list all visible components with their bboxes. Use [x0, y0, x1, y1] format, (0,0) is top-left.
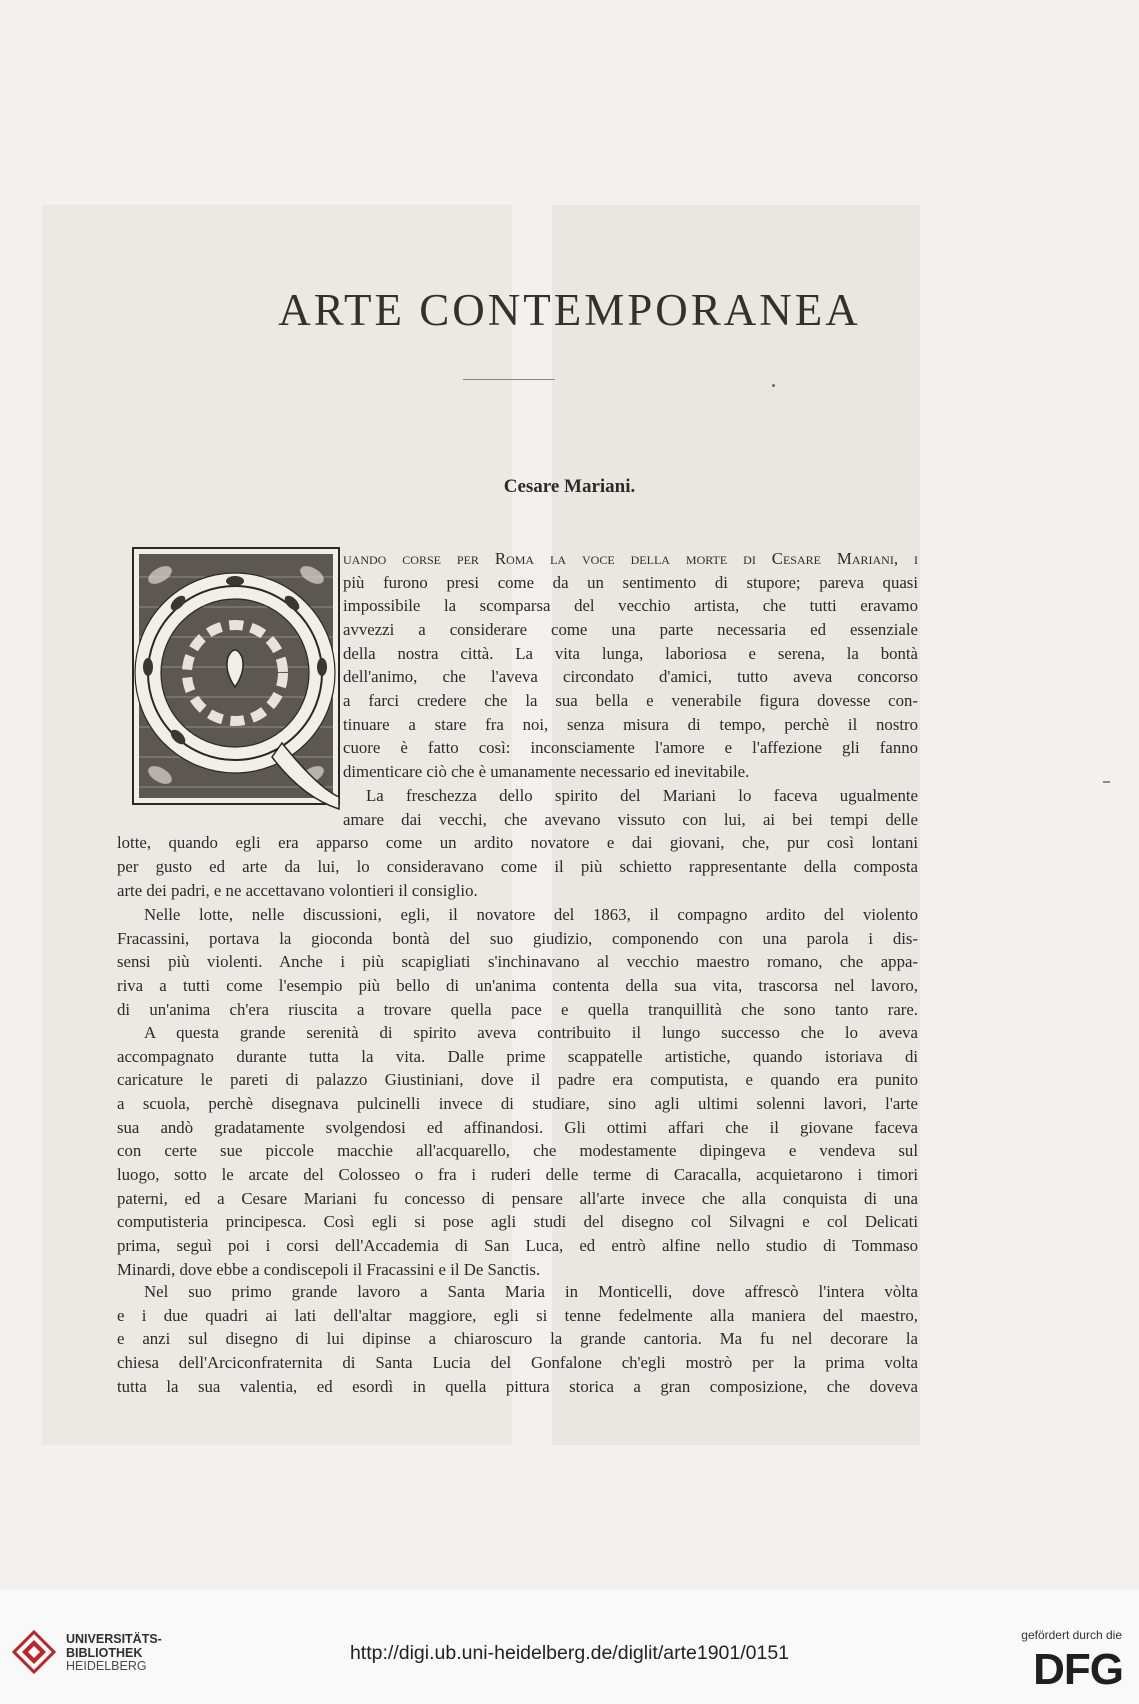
text-line: lotte, quando egli era apparso come un ardito novatore e dai giovani, che, pur così lontani [117, 833, 918, 853]
text-line: e anzi sul disegno di lui dipinse a chiaroscuro la grande cantoria. Ma fu nel decorare la [117, 1329, 918, 1349]
section-title: ARTE CONTEMPORANEA [278, 285, 861, 335]
text-line: Fracassini, portava la gioconda bontà del suo giudizio, componendo con una parola i dis- [117, 928, 918, 948]
text-line: di un'anima ch'era riuscita a trovare quella pace e quella tranquillità che sono tanto rare. [117, 999, 918, 1019]
text-line: con certe sue piccole macchie all'acquarello, che modestamente dipingeva e vendeva sul [117, 1141, 918, 1161]
text-line: dimenticare ciò che è umanamente necessario ed inevitabile. [343, 761, 750, 781]
text-line: Nel suo primo grande lavoro a Santa Maria in Monticelli, dove affrescò l'intera vòlta [144, 1282, 918, 1301]
text-line: luogo, sotto le arcate del Colosseo o fra i ruderi delle terme di Caracalla, acquietarono i timori [117, 1164, 918, 1184]
text-line: A questa grande serenità di spirito aveva contribuito il lungo successo che lo aveva [144, 1023, 918, 1042]
text-line: per gusto ed arte da lui, lo consideravano come il più schietto rappresentante della composta [117, 856, 918, 876]
text-line: sua andò gradatamente svolgendosi ed affinandosi. Gli ottimi affari che il giovane faceva [117, 1117, 918, 1137]
paragraph-4 [117, 1021, 918, 1281]
text-line: computisteria principesca. Così egli si pose agli studi del disegno col Silvagni e col Delicati [117, 1212, 918, 1232]
text-line: amare dai vecchi, che avevano vissuto con lui, ai bei tempi delle [343, 809, 918, 829]
sponsor-caption: gefördert durch die [1021, 1628, 1122, 1642]
dfg-logo: DFG [1033, 1645, 1123, 1694]
text-line: caricature le pareti di palazzo Giustiniani, dove il padre era computista, e quando era punito [117, 1070, 918, 1090]
text-line: chiesa dell'Arciconfraternita di Santa Lucia del Gonfalone ch'egli mostrò per la prima volta [117, 1352, 918, 1372]
text-line: a scuola, perchè disegnava pulcinelli invece di studiare, sino agli ultimi solenni lavori, l'arte [117, 1093, 918, 1113]
text-line: La freschezza dello spirito del Mariani lo faceva ugualmente [366, 786, 918, 805]
text-line: dell'animo, che l'aveva circondato d'amici, tutto aveva concorso [343, 667, 918, 687]
document-url-link[interactable]: http://digi.ub.uni-heidelberg.de/diglit/arte1901/0151 [349, 1642, 790, 1664]
text-line: uando corse per Roma la voce della morte di Cesare Mariani, i [343, 549, 918, 568]
text-line: paterni, ed a Cesare Mariani fu concesso di pensare all'arte invece che alla conquista di una [117, 1188, 918, 1208]
text-line: e i due quadri ai lati dell'altar maggiore, egli si tenne fedelmente alla maniera del maestro, [117, 1305, 918, 1325]
paragraph-5 [117, 1280, 918, 1398]
article-subtitle: Cesare Mariani. [503, 476, 636, 497]
text-line: prima, seguì poi i corsi dell'Accademia di San Luca, ed entrò alfine nello studio di Tommaso [117, 1235, 918, 1255]
text-line: riva a tutti come l'esempio più bello di un'anima contenta della sua vita, trascorsa nel lavoro, [117, 975, 918, 995]
text-line: Nelle lotte, nelle discussioni, egli, il novatore del 1863, il compagno ardito del violento [144, 905, 918, 924]
paragraph-1 [343, 547, 918, 784]
viewer-footer [0, 1590, 1139, 1704]
ink-dot [772, 384, 775, 387]
text-line: cuore è fatto così: inconsciamente l'amore e l'affezione gli fanno [343, 738, 918, 758]
library-name-line: UNIVERSITÄTS- [66, 1632, 162, 1646]
library-name-line: BIBLIOTHEK [66, 1645, 143, 1660]
text-line: Minardi, dove ebbe a condiscepoli il Fracassini e il De Sanctis. [117, 1259, 541, 1279]
text-line: tutta la sua valentia, ed esordì in quella pittura storica a gran composizione, che doveva [117, 1376, 918, 1396]
text-line: impossibile la scomparsa del vecchio artista, che tutti eravamo [343, 596, 918, 616]
library-name-line: HEIDELBERG [66, 1659, 147, 1673]
paragraph-3 [117, 903, 918, 1021]
paragraph-2 [117, 784, 918, 902]
text-line: più furono presi come da un sentimento di stupore; pareva quasi [343, 572, 918, 592]
text-line: della nostra città. La vita lunga, laboriosa e serena, la bontà [343, 643, 918, 663]
text-line: a farci credere che la sua bella e venerabile figura dovesse con- [343, 690, 918, 710]
text-line: arte dei padri, e ne accettavano volontieri il consiglio. [117, 880, 478, 900]
title-rule [463, 379, 555, 380]
text-line: tinuare a stare fra noi, senza misura di tempo, perchè il nostro [343, 714, 918, 734]
margin-mark [1103, 781, 1110, 783]
text-line: sensi più violenti. Anche i più scapigliati s'inchinavano al vecchio maestro romano, che appa- [117, 952, 918, 972]
text-line: accompagnato durante tutta la vita. Dalle prime scappatelle artistiche, quando istoriava di [117, 1046, 918, 1066]
text-line: avvezzi a considerare come una parte necessaria ed essenziale [343, 619, 918, 639]
